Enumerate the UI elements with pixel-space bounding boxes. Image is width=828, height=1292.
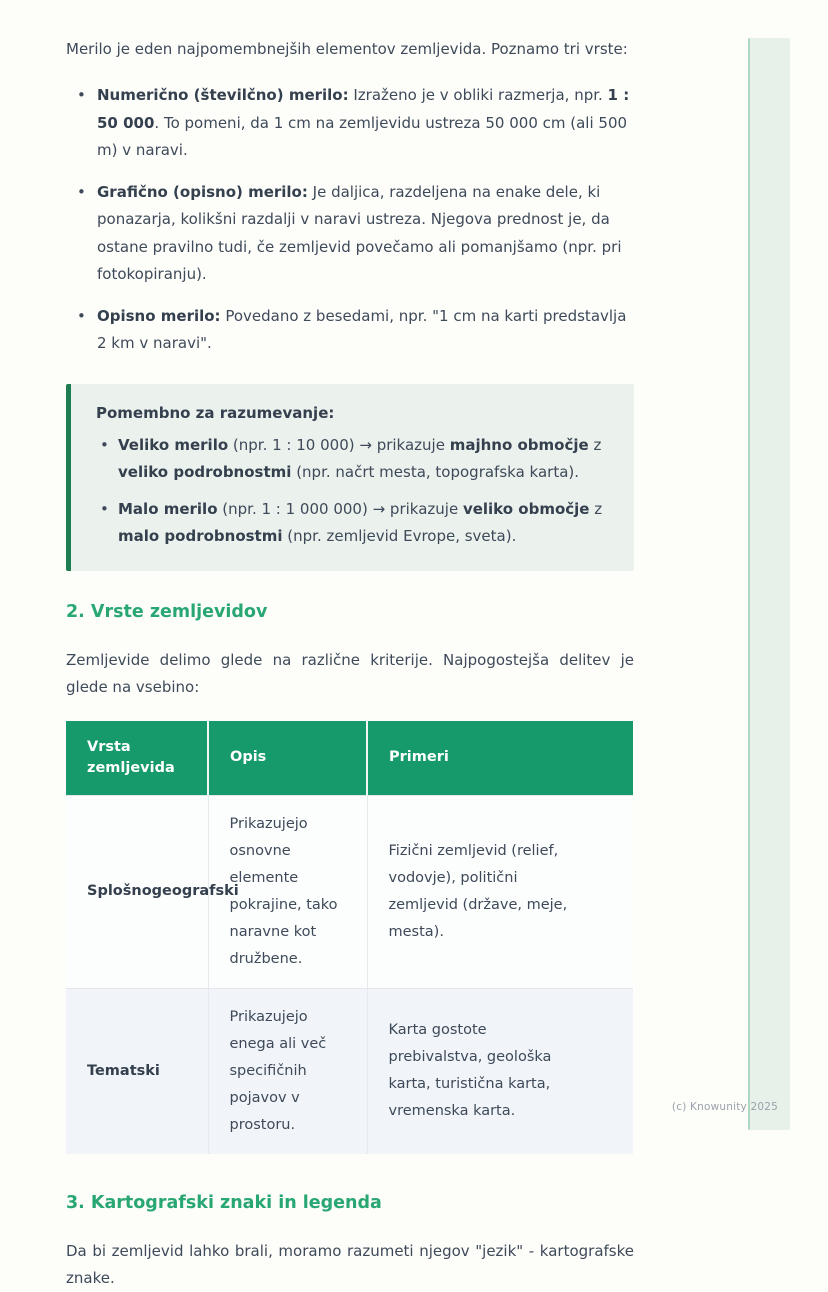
section-heading-map-types: 2. Vrste zemljevidov <box>66 601 268 622</box>
cell-type: Splošnogeografski <box>66 795 208 988</box>
scale-types-list <box>66 82 634 358</box>
callout-item-large-scale: • Veliko merilo (npr. 1 : 10 000) → prikazuje majhno območje z veliko podrobnostmi (npr. načrt mesta, topografska karta). <box>96 432 610 487</box>
table-row <box>66 988 633 1154</box>
section-heading-cartographic-signs: 3. Kartografski znaki in legenda <box>66 1192 382 1213</box>
table-row <box>66 795 633 988</box>
cartographic-signs-intro-paragraph: Da bi zemljevid lahko brali, moramo razumeti njegov "jezik" - kartografske znake. <box>66 1241 634 1287</box>
callout-title: Pomembno za razumevanje: <box>96 403 335 422</box>
callout-list <box>96 432 610 551</box>
table-header-primeri: Primeri <box>367 721 633 796</box>
decorative-side-ribbon <box>748 38 790 1130</box>
cell-primeri: Karta gostote prebivalstva, geološka karta, turistična karta, vremenska karta. <box>367 988 633 1154</box>
cell-opis: Prikazujejo osnovne elemente pokrajine, tako naravne kot družbene. <box>208 795 367 988</box>
map-types-intro-paragraph: Zemljevide delimo glede na različne kriterije. Najpogostejša delitev je glede na vsebino: <box>66 650 634 696</box>
table-header-vrsta: Vrsta zemljevida <box>66 721 208 796</box>
list-item-graphic-scale: • Grafično (opisno) merilo: Je daljica, razdeljena na enake dele, ki ponazarja, kolikšni razdalji v naravi ustreza. Njegova prednost je, da ostane pravilno tudi, če zemljevid povečamo ali pomanjšamo (npr. pri fotokopiranju). <box>66 179 634 289</box>
callout-item-small-scale: • Malo merilo (npr. 1 : 1 000 000) → prikazuje veliko območje z malo podrobnostmi (npr. zemljevid Evrope, sveta). <box>96 496 610 551</box>
cell-type: Tematski <box>66 988 208 1154</box>
map-types-table <box>66 721 633 1154</box>
list-item-numeric-scale: • Numerično (številčno) merilo: Izraženo je v obliki razmerja, npr. 1 : 50 000. To pomeni, da 1 cm na zemljevidu ustreza 50 000 cm (ali 500 m) v naravi. <box>66 82 634 165</box>
table-header-opis: Opis <box>208 721 367 796</box>
list-item-descriptive-scale: • Opisno merilo: Povedano z besedami, npr. "1 cm na karti predstavlja 2 km v naravi". <box>66 303 634 358</box>
cell-opis: Prikazujejo enega ali več specifičnih pojavov v prostoru. <box>208 988 367 1154</box>
document-content <box>66 36 634 1292</box>
cell-primeri: Fizični zemljevid (relief, vodovje), politični zemljevid (države, meje, mesta). <box>367 795 633 988</box>
copyright-watermark: (c) Knowunity 2025 <box>671 1101 778 1113</box>
table-header-row <box>66 721 633 796</box>
important-note-callout <box>66 384 634 571</box>
intro-paragraph: Merilo je eden najpomembnejših elementov zemljevida. Poznamo tri vrste: <box>66 40 628 58</box>
